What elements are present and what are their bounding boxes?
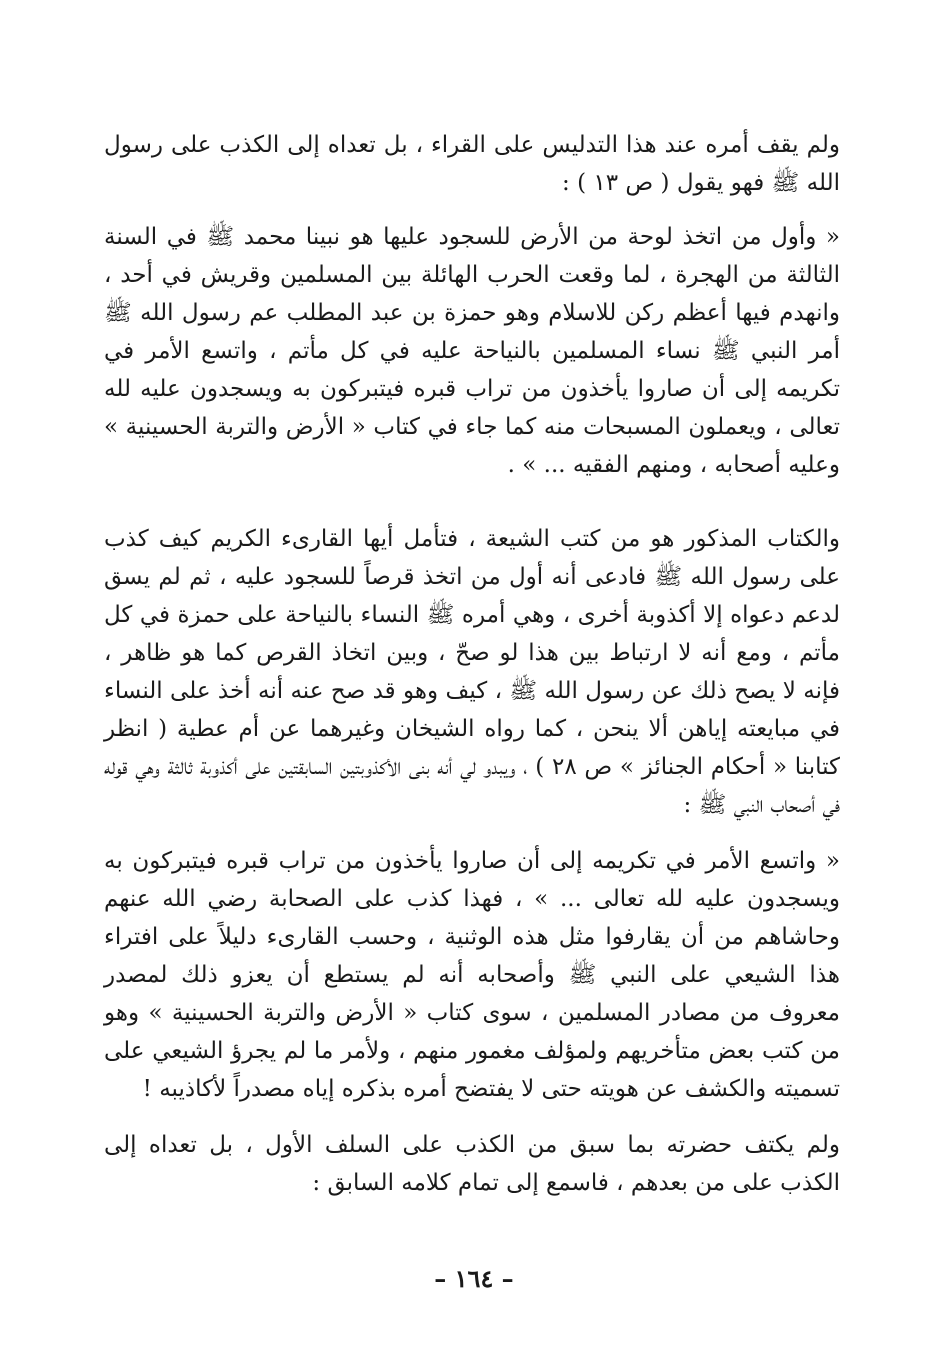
page-body	[104, 126, 840, 1326]
paragraph-5: ولم يكتف حضرته بما سبق من الكذب على السلف الأول ، بل تعداه إلى الكذب على من بعدهم ، فاسمع إلى تمام كلامه السابق :	[104, 1132, 840, 1196]
paragraph-1: ولم يقف أمره عند هذا التدليس على القراء ، بل تعداه إلى الكذب على رسول الله ﷺ فهو يقول ( ص ١٣ ) :	[104, 132, 840, 196]
page-number: – ١٦٤ –	[434, 1264, 514, 1293]
paragraph-4: « واتسع الأمر في تكريمه إلى أن صاروا يأخذون من تراب قبره فيتبركون به ويسجدون عليه لله تعالى ... » ، فهذا كذب على الصحابة رضي الله عنهم وحاشاهم من أن يقارفوا مثل هذه الوثنية ، وحسب القارىء دليلاً على افتراء هذا الشيعي على النبي ﷺ وأصحابه أنه لم يستطع أن يعزو ذلك لمصدر معروف من مصادر المسلمين ، سوى كتاب « الأرض والتربة الحسينية » وهو من كتب بعض متأخريهم ولمؤلف مغمور منهم ، ولأمر ما لم يجرؤ الشيعي على تسميته والكشف عن هويته حتى لا يفتضح أمره بذكره إياه مصدراً لأكاذيبه !	[104, 848, 840, 1102]
paragraph-3: والكتاب المذكور هو من كتب الشيعة ، فتأمل أيها القارىء الكريم كيف كذب على رسول الله ﷺ فادعى أنه أول من اتخذ قرصاً للسجود عليه ، ثم لم يسق لدعم دعواه إلا أكذوبة أخرى ، وهي أمره ﷺ النساء بالنياحة على حمزة في كل مأتم ، ومع أنه لا ارتباط بين هذا لو صحّ ، وبين اتخاذ القرص كما هو ظاهر ، فإنه لا يصح ذلك عن رسول الله ﷺ ، كيف وهو قد صح عنه أنه أخذ على النساء في مبايعته إياهن ألا ينحن ، كما رواه الشيخان وغيرهما عن أم عطية ( انظر كتابنا « أحكام الجنائز » ص ٢٨ ) ، ويبدو لي أنه بنى الأكذوبتين السابقتين على أكذوبة ثالثة وهي قوله في أصحاب النبي ﷺ :	[104, 526, 840, 818]
paragraph-2-quote: « وأول من اتخذ لوحة من الأرض للسجود عليها هو نبينا محمد ﷺ في السنة الثالثة من الهجرة ، لما وقعت الحرب الهائلة بين المسلمين وقريش في أحد ، وانهدم فيها أعظم ركن للاسلام وهو حمزة بن عبد المطلب عم رسول الله ﷺ أمر النبي ﷺ نساء المسلمين بالنياحة عليه في كل مأتم ، واتسع الأمر في تكريمه إلى أن صاروا يأخذون من تراب قبره فيتبركون به ويسجدون عليه لله تعالى ، ويعملون المسبحات منه كما جاء في كتاب « الأرض والتربة الحسينية » وعليه أصحابه ، ومنهم الفقيه ... » .	[104, 224, 840, 478]
